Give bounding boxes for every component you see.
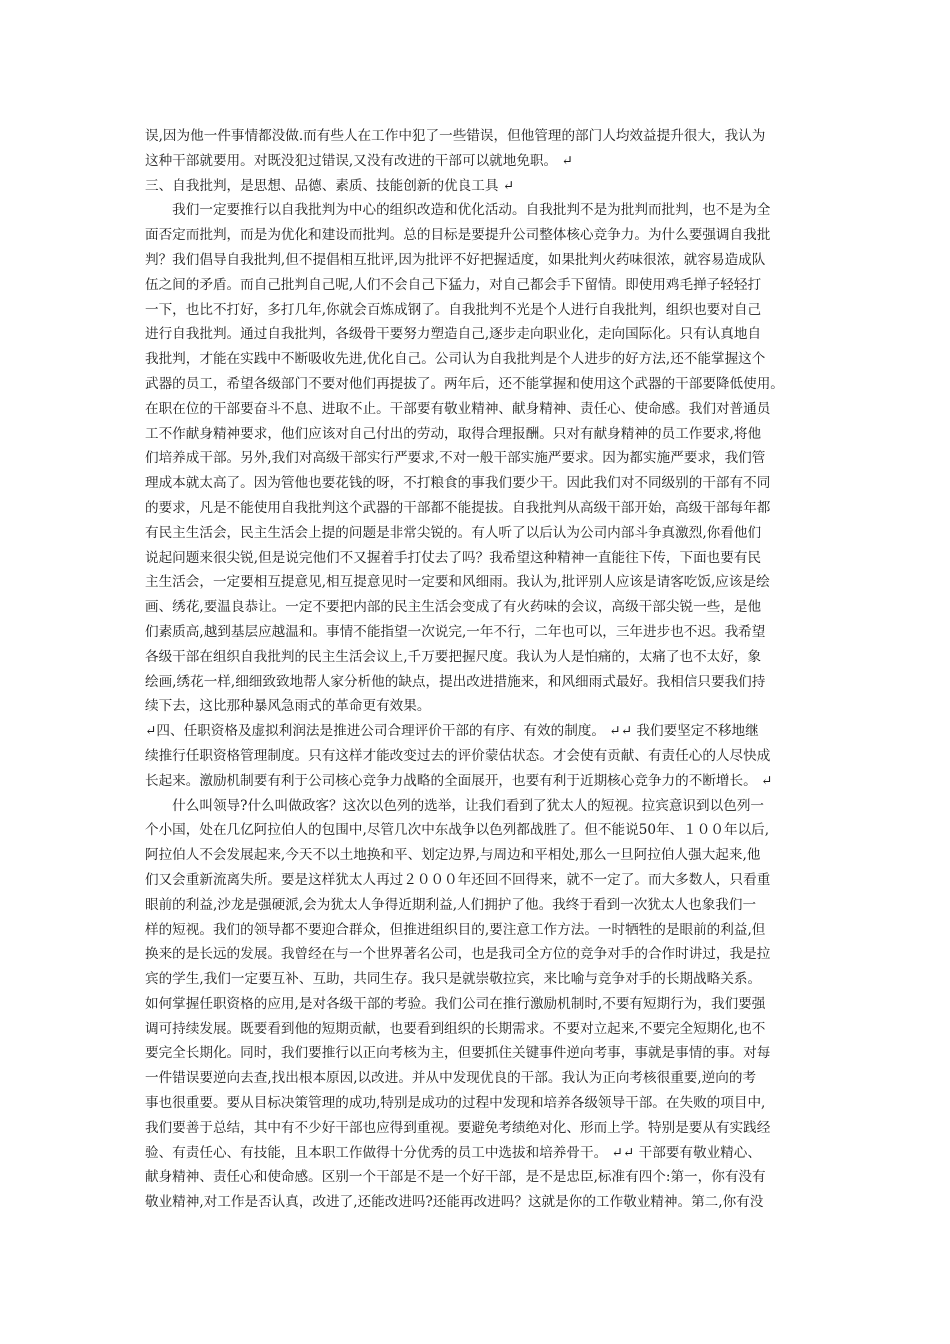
text-line: 进行自我批判。通过自我批判，各级骨干要努力塑造自己,逐步走向职业化，走向国际化。只有认真地自: [145, 326, 762, 343]
text-line: 换来的是长远的发展。我曾经在与一个世界著名公司，也是我司全方位的竞争对手的合作时讲过，我是拉: [145, 946, 771, 963]
text-line: 们又会重新流离失所。要是这样犹太人再过２０００年还回不回得来，就不一定了。而大多数人，只看重: [145, 871, 771, 888]
text-line: 说起问题来很尖锐,但是说完他们不又握着手打仗去了吗？我希望这种精神一直能往下传，下面也要有民: [145, 549, 762, 566]
text-line: 个小国，处在几亿阿拉伯人的包围中,尽管几次中东战争以色列都战胜了。但不能说50年、１００年以后,: [145, 822, 770, 839]
text-line: 们素质高,越到基层应越温和。事情不能指望一次说完,一年不行，二年也可以，三年进步也不迟。我希望: [145, 623, 766, 640]
text-line: 在职在位的干部要奋斗不息、进取不止。干部要有敬业精神、献身精神、责任心、使命感。我们对普通员: [145, 400, 771, 417]
text-line: 三、自我批判，是思想、品德、素质、技能创新的优良工具 ↵: [145, 177, 515, 194]
text-line: 画、绣花,要温良恭让。一定不要把内部的民主生活会变成了有火药味的会议，高级干部尖锐一些，是他: [145, 599, 762, 616]
text-line: 续推行任职资格管理制度。只有这样才能改变过去的评价蒙估状态。才会使有贡献、有责任心的人尽快成: [145, 747, 771, 764]
text-line: 如何掌握任职资格的应用,是对各级干部的考验。我们公司在推行激励机制时,不要有短期行为，我们要强: [145, 995, 766, 1012]
text-line: 献身精神、责任心和使命感。区别一个干部是不是一个好干部，是不是忠臣,标准有四个:第一，你有没有: [145, 1169, 766, 1186]
text-line: 长起来。激励机制要有利于公司核心竞争力战略的全面展开，也要有利于近期核心竞争力的不断增长。 ↵: [145, 772, 773, 789]
text-line: 主生活会，一定要相互提意见,相互提意见时一定要和风细雨。我认为,批评别人应该是请客吃饭,应该是绘: [145, 574, 770, 591]
text-line: 武器的员工，希望各级部门不要对他们再提拔了。两年后，还不能掌握和使用这个武器的干部要降低使用。: [145, 375, 784, 392]
text-line: 眼前的利益,沙龙是强硬派,会为犹太人争得近期利益,人们拥护了他。我终于看到一次犹太人也象我们一: [145, 896, 757, 913]
text-line: 这种干部就要用。对既没犯过错误,又没有改进的干部可以就地免职。 ↵: [145, 152, 573, 169]
text-line: 宾的学生,我们一定要互补、互助，共同生存。我只是就崇敬拉宾，来比喻与竞争对手的长期战略关系。: [145, 971, 762, 988]
text-line: 们培养成干部。另外,我们对高级干部实行严要求,不对一般干部实施严要求。因为都实施严要求，我们管: [145, 450, 766, 467]
text-line: 我们要善于总结，其中有不少好干部也应得到重视。要避免考绩绝对化、形而上学。特别是要从有实践经: [145, 1119, 771, 1136]
text-line: 验、有责任心、有技能，且本职工作做得十分优秀的员工中选拔和培养骨干。 ↵↵ 干部要有敬业精心、: [145, 1144, 761, 1161]
text-line: 工不作献身精神要求，他们应该对自己付出的劳动，取得合理报酬。只对有献身精神的员工作要求,将他: [145, 425, 762, 442]
text-line: 各级干部在组织自我批判的民主生活会议上,千万要把握尺度。我认为人是怕痛的，太痛了也不太好，象: [145, 648, 762, 665]
text-line: 绘画,绣花一样,细细致致地帮人家分析他的缺点，提出改进措施来，和风细雨式最好。我相信只要我们持: [145, 673, 766, 690]
text-line: 阿拉伯人不会发展起来,今天不以土地换和平、划定边界,与周边和平相处,那么一旦阿拉伯人强大起来,他: [145, 847, 761, 864]
text-line: ↵四、任职资格及虚拟利润法是推进公司合理评价干部的有序、有效的制度。 ↵↵ 我们要坚定不移地继: [145, 723, 759, 740]
text-line: 续下去，这比那种暴风急雨式的革命更有效果。: [145, 698, 431, 715]
text-line: 有民主生活会，民主生活会上提的问题是非常尖锐的。有人听了以后认为公司内部斗争真激烈,你看他们: [145, 524, 762, 541]
text-line: 我们一定要推行以自我批判为中心的组织改造和优化活动。自我批判不是为批判而批判，也不是为全: [145, 202, 771, 219]
text-line: 误,因为他一件事情都没做.而有些人在工作中犯了一些错误，但他管理的部门人均效益提升很大，我认为: [145, 128, 766, 144]
text-line: 的要求，凡是不能使用自我批判这个武器的干部都不能提拔。自我批判从高级干部开始，高级干部每年都: [145, 499, 771, 516]
text-line: 伍之间的矛盾。而自己批判自己呢,人们不会自己下猛力，对自己都会手下留情。即使用鸡毛掸子轻轻打: [145, 276, 762, 293]
text-line: 敬业精神,对工作是否认真，改进了,还能改进吗?还能再改进吗？这就是你的工作敬业精神。第二,你有没: [145, 1194, 764, 1211]
text-line: 理成本就太高了。因为管他也要花钱的呀，不打粮食的事我们要少干。因此我们对不同级别的干部有不同: [145, 475, 771, 492]
text-line: 要完全长期化。同时，我们要推行以正向考核为主，但要抓住关键事件逆向考事，事就是事情的事。对每: [145, 1045, 771, 1062]
document-body: [145, 124, 807, 1215]
text-line: 一下，也比不打好，多打几年,你就会百炼成钢了。自我批判不光是个人进行自我批判，组织也要对自己: [145, 301, 762, 318]
text-line: 一件错误要逆向去查,找出根本原因,以改进。并从中发现优良的干部。我认为正向考核很重要,逆向的考: [145, 1070, 757, 1087]
text-line: 判？我们倡导自我批判,但不提倡相互批评,因为批评不好把握适度，如果批判火药味很浓，就容易造成队: [145, 251, 766, 268]
text-line: 我批判，才能在实践中不断吸收先进,优化自己。公司认为自我批判是个人进步的好方法,还不能掌握这个: [145, 351, 766, 368]
text-line: 面否定而批判，而是为优化和建设而批判。总的目标是要提升公司整体核心竞争力。为什么要强调自我批: [145, 227, 771, 244]
text-line: 样的短视。我们的领导都不要迎合群众，但推进组织目的,要注意工作方法。一时牺牲的是眼前的利益,但: [145, 921, 766, 938]
text-line: 调可持续发展。既要看到他的短期贡献，也要看到组织的长期需求。不要对立起来,不要完全短期化,也不: [145, 1020, 766, 1037]
text-line: 什么叫领导?什么叫做政客？这次以色列的选举，让我们看到了犹太人的短视。拉宾意识到以色列一: [145, 797, 765, 814]
text-line: 事也很重要。要从目标决策管理的成功,特别是成功的过程中发现和培养各级领导干部。在失败的项目中,: [145, 1095, 766, 1112]
